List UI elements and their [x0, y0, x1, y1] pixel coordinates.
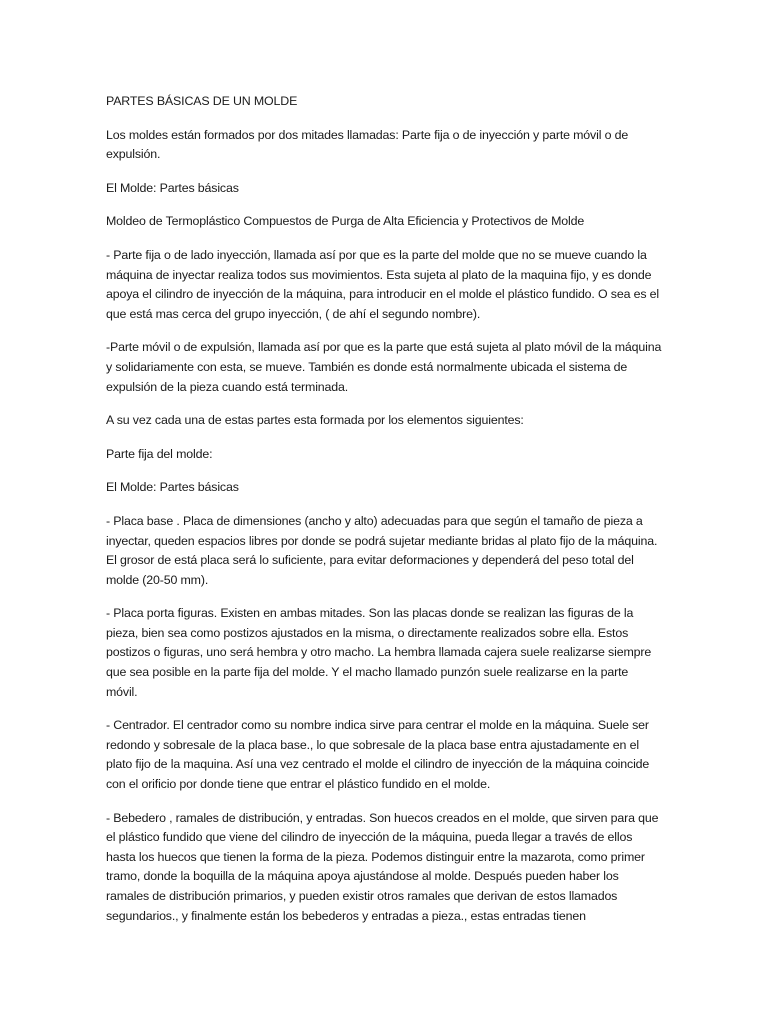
document-body: [106, 92, 662, 940]
document-title: PARTES BÁSICAS DE UN MOLDE: [106, 94, 298, 108]
paragraph-parte-movil: -Parte móvil o de expulsión, llamada así por que es la parte que está sujeta al plato móvil de la máquina y solidariamente con esta, se mueve. También es donde está normalmente ubicada el sistema de expulsión de la pieza cuando está terminada.: [106, 340, 662, 394]
paragraph-bebedero: - Bebedero , ramales de distribución, y entradas. Son huecos creados en el molde, que sirven para que el plástico fundido que viene del cilindro de inyección de la máquina, pueda llegar a través de ellos hasta los huecos que tienen la forma de la pieza. Podemos distinguir entre la mazarota, como primer tramo, donde la boquilla de la máquina apoya ajustándose al molde. Después pueden haber los ramales de distribución primarios, y pueden existir otros ramales que derivan de estos llamados segundarios., y finalmente están los bebederos y entradas a pieza., estas entradas tienen: [106, 810, 659, 923]
paragraph-intro: Los moldes están formados por dos mitades llamadas: Parte fija o de inyección y parte móvil o de expulsión.: [106, 127, 629, 162]
paragraph-centrador: - Centrador. El centrador como su nombre indica sirve para centrar el molde en la máquina. Suele ser redondo y sobresale de la placa base., lo que sobresale de la placa base entra ajustadamente en el plato fijo de la maquina. Así una vez centrado el molde el cilindro de inyección de la máquina coincide con el orificio por donde tiene que entrar el plástico fundido en el molde.: [106, 718, 650, 792]
paragraph-placa-base: - Placa base . Placa de dimensiones (ancho y alto) adecuadas para que según el tamaño de pieza a inyectar, queden espacios libres por donde se podrá sujetar mediante bridas al plato fijo de la máquina. El grosor de está placa será lo suficiente, para evitar deformaciones y dependerá del peso total del molde (20-50 mm).: [106, 513, 658, 587]
paragraph-subheading: El Molde: Partes básicas: [106, 180, 239, 195]
paragraph-parte-fija-heading: Parte fija del molde:: [106, 446, 213, 461]
paragraph-elementos: A su vez cada una de estas partes esta formada por los elementos siguientes:: [106, 413, 524, 428]
paragraph-parte-fija: - Parte fija o de lado inyección, llamada así por que es la parte del molde que no se mueve cuando la máquina de inyectar realiza todos sus movimientos. Esta sujeta al plato de la maquina fijo, y es donde apoya el cilindro de inyección de la máquina, para introducir en el molde el plástico fundido. O sea es el que está mas cerca del grupo inyección, ( de ahí el segundo nombre).: [106, 247, 660, 321]
paragraph-moldeo: Moldeo de Termoplástico Compuestos de Purga de Alta Eficiencia y Protectivos de Molde: [106, 214, 585, 229]
paragraph-subheading-2: El Molde: Partes básicas: [106, 480, 239, 495]
paragraph-placa-porta-figuras: - Placa porta figuras. Existen en ambas mitades. Son las placas donde se realizan las figuras de la pieza, bien sea como postizos ajustados en la misma, o directamente realizados sobre ella. Estos postizos o figuras, uno será hembra y otro macho. La hembra llamada cajera suele realizarse siempre que sea posible en la parte fija del molde. Y el macho llamado punzón suele realizarse en la parte móvil.: [106, 606, 652, 699]
